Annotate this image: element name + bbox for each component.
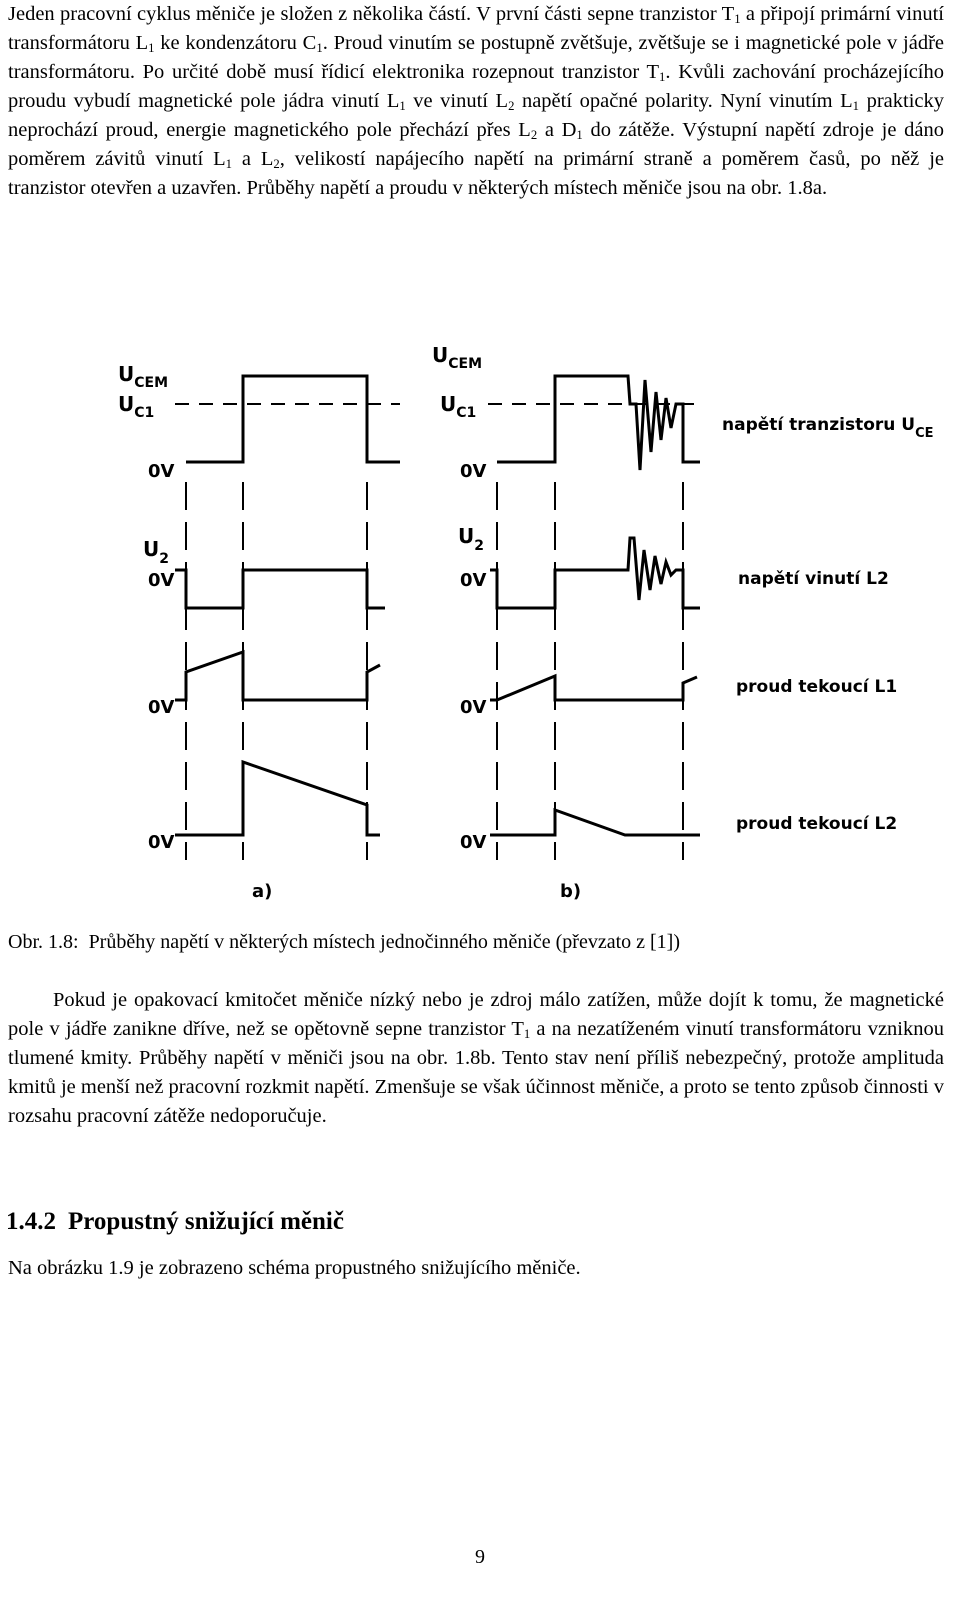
waveform-i2-b bbox=[490, 810, 700, 835]
label-u2-b: $U_2$ bbox=[458, 524, 484, 554]
caption-text: Průběhy napětí v některých místech jednočinného měniče (převzato z [1]) bbox=[88, 931, 680, 953]
label-0v-b4: 0V bbox=[460, 832, 487, 853]
row-label-l1-current: proud tekoucí L1 bbox=[736, 677, 898, 697]
label-0v-a3: 0V bbox=[148, 697, 175, 718]
section-number: 1.4.2 bbox=[6, 1208, 56, 1235]
second-paragraph: Pokud je opakovací kmitočet měniče nízký nebo je zdroj málo zatížen, může dojít k tomu, že magnetické pole v jádře zanikne dříve, než se opětovně sepne tranzistor $T_1$ a na nezatíženém vinutí transformátoru vzniknou tlumené kmity. Průběhy napětí v měniči jsou na obr. 1.8b. Tento stav není příliš nebezpečný, protože amplituda kmitů je menší než pracovní rozkmit napětí. Zmenšuje se však účinnost měniče, a proto se tento způsob činnosti v rozsahu pracovní zátěže nedoporučuje. bbox=[8, 989, 945, 1127]
waveform-i1-a bbox=[175, 652, 380, 700]
label-uc1-a: $U_{C1}$ bbox=[118, 392, 155, 421]
page-number: 9 bbox=[475, 1546, 485, 1568]
section-title: Propustný snižující měnič bbox=[68, 1208, 344, 1235]
label-ucem-b: $U_{CEM}$ bbox=[432, 343, 483, 372]
label-0v-a4: 0V bbox=[148, 832, 175, 853]
intro-paragraph: Jeden pracovní cyklus měniče je složen z několika částí. V první části sepne tranzistor $T_1$ a připojí primární vinutí transformátoru $L_1$ ke kondenzátoru $C_1$. Proud vinutím se postupně zvětšuje, zvětšuje se i magnetické pole v jádře transformátoru. Po určité době musí řídicí elektronika rozepnout tranzistor $T_1$. Kvůli zachování procházejícího proudu vybudí magnetické pole jádra vinutí $L_1$ ve vinutí $L_2$ napětí opačné polarity. Nyní vinutím $L_1$ prakticky neprochází proud, energie magnetického pole přechází přes $L_2$ a $D_1$ do zátěže. Výstupní napětí zdroje je dáno poměrem závitů vinutí $L_1$ a $L_2$, velikostí napájecího napětí na primární straně a poměrem časů, po něž je tranzistor otevřen a uzavřen. Průběhy napětí a proudu v některých místech měniče jsou na obr. 1.8a. bbox=[8, 3, 945, 199]
waveform-uce-a bbox=[186, 376, 400, 462]
label-0v-a2: 0V bbox=[148, 570, 175, 591]
section-heading bbox=[6, 1208, 344, 1236]
label-ucem-a: $U_{CEM}$ bbox=[118, 362, 169, 391]
subfigure-label-b: b) bbox=[560, 881, 582, 902]
caption-prefix: Obr. 1.8: bbox=[8, 931, 79, 953]
waveform-u2-a bbox=[175, 570, 385, 608]
third-paragraph: Na obrázku 1.9 je zobrazeno schéma propustného snižujícího měniče. bbox=[8, 1257, 581, 1279]
row-label-transistor-voltage: napětí tranzistoru $U_{CE}$ bbox=[722, 415, 934, 441]
label-0v-b1: 0V bbox=[460, 461, 487, 482]
waveform-uce-b bbox=[497, 376, 700, 470]
subfigure-label-a: a) bbox=[252, 881, 273, 902]
row-label-l2-current: proud tekoucí L2 bbox=[736, 814, 898, 834]
label-0v-a1: 0V bbox=[148, 461, 175, 482]
row-label-l2-voltage: napětí vinutí L2 bbox=[738, 569, 889, 589]
figure-caption bbox=[8, 928, 680, 956]
waveform-u2-b bbox=[490, 538, 700, 608]
waveform-i2-a bbox=[175, 762, 380, 835]
label-0v-b3: 0V bbox=[460, 697, 487, 718]
label-u2-a: $U_2$ bbox=[143, 537, 169, 567]
label-uc1-b: $U_{C1}$ bbox=[440, 392, 477, 421]
waveform-i1-b bbox=[490, 676, 697, 700]
label-0v-b2: 0V bbox=[460, 570, 487, 591]
